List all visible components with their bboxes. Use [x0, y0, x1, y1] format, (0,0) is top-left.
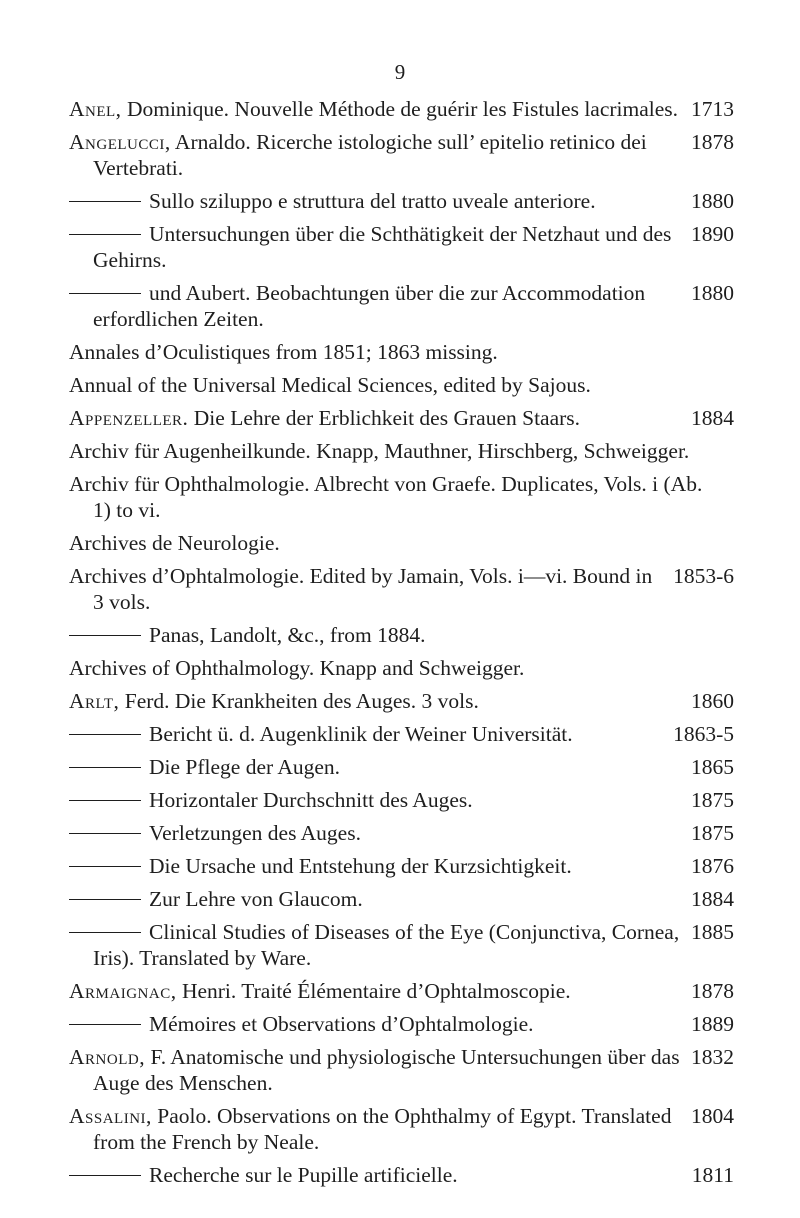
entry-text-block: [69, 530, 724, 556]
entry-title: Archiv für Augenheilkunde. Knapp, Mauthner, Hirschberg, Schweigger.: [69, 439, 690, 463]
ditto-dash: [69, 866, 141, 867]
entry-title: Paolo. Observations on the Ophthalmy of Egypt. Translated from the French by Neale.: [93, 1104, 672, 1154]
entry-text-block: [93, 886, 681, 912]
entry-title: Bericht ü. d. Augenklinik der Weiner Universität.: [149, 722, 573, 746]
bibliography-list: [69, 96, 734, 1195]
entry-text-block: [69, 372, 724, 398]
ditto-dash: [69, 734, 141, 735]
bibliography-entry: [69, 1103, 734, 1155]
entry-title: Zur Lehre von Glaucom.: [149, 887, 363, 911]
entry-title: und Aubert. Beobachtungen über die zur Accommodation erfordlichen Zeiten.: [93, 281, 646, 331]
entry-title: Dominique. Nouvelle Méthode de guérir les Fistules lacrimales.: [121, 97, 679, 121]
ditto-dash: [69, 293, 141, 294]
entry-author: Assalini,: [69, 1104, 152, 1128]
entry-title: Panas, Landolt, &c., from 1884.: [149, 623, 426, 647]
bibliography-entry: [69, 129, 734, 181]
entry-year: 1884: [691, 887, 734, 911]
bibliography-entry: [69, 886, 734, 912]
entry-author: Angelucci,: [69, 130, 171, 154]
entry-text-block: [93, 853, 681, 879]
bibliography-entry: [69, 563, 734, 615]
bibliography-entry: [69, 820, 734, 846]
entry-text-block: [93, 221, 681, 273]
entry-title: F. Anatomische und physiologische Untersuchungen über das Auge des Menschen.: [93, 1045, 680, 1095]
ditto-dash: [69, 800, 141, 801]
bibliography-entry: [69, 438, 734, 464]
entry-title: Archiv für Ophthalmologie. Albrecht von Graefe. Duplicates, Vols. i (Ab. 1) to vi.: [69, 472, 703, 522]
entry-title: Annales d’Oculistiques from 1851; 1863 missing.: [69, 340, 498, 364]
ditto-dash: [69, 899, 141, 900]
entry-text-block: [93, 919, 681, 971]
entry-text-block: [69, 978, 681, 1004]
entry-title: Henri. Traité Élémentaire d’Ophtalmoscopie.: [176, 979, 571, 1003]
ditto-dash: [69, 1024, 141, 1025]
entry-year: 1863-5: [673, 722, 734, 746]
entry-year: 1875: [691, 821, 734, 845]
entry-title: Horizontaler Durchschnitt des Auges.: [149, 788, 473, 812]
entry-text-block: [93, 754, 681, 780]
ditto-dash: [69, 234, 141, 235]
entry-author: Arnold,: [69, 1045, 146, 1069]
entry-title: Untersuchungen über die Schthätigkeit der Netzhaut und des Gehirns.: [93, 222, 672, 272]
bibliography-entry: [69, 622, 734, 648]
entry-year: 1811: [691, 1163, 734, 1187]
entry-title: Ferd. Die Krankheiten des Auges. 3 vols.: [119, 689, 479, 713]
bibliography-entry: [69, 471, 734, 523]
bibliography-entry: [69, 1011, 734, 1037]
entry-year: 1876: [691, 854, 734, 878]
entry-title: Archives of Ophthalmology. Knapp and Schweigger.: [69, 656, 525, 680]
bibliography-entry: [69, 754, 734, 780]
entry-text-block: [69, 688, 681, 714]
ditto-dash: [69, 932, 141, 933]
entry-text-block: [93, 622, 724, 648]
entry-text-block: [69, 339, 724, 365]
entry-text-block: [69, 563, 663, 615]
bibliography-entry: [69, 655, 734, 681]
bibliography-entry: [69, 1044, 734, 1096]
ditto-dash: [69, 201, 141, 202]
entry-text-block: [93, 820, 681, 846]
ditto-dash: [69, 833, 141, 834]
entry-year: 1885: [691, 920, 734, 944]
entry-title: Sullo sziluppo e struttura del tratto uveale anteriore.: [149, 189, 596, 213]
bibliography-entry: [69, 96, 734, 122]
bibliography-entry: [69, 339, 734, 365]
entry-title: Verletzungen des Auges.: [149, 821, 361, 845]
entry-author: Armaignac,: [69, 979, 177, 1003]
bibliography-entry: [69, 221, 734, 273]
bibliography-entry: [69, 530, 734, 556]
bibliography-entry: [69, 978, 734, 1004]
entry-title: Archives de Neurologie.: [69, 531, 280, 555]
page-number: 9: [394, 60, 406, 84]
ditto-dash: [69, 635, 141, 636]
entry-author: Appenzeller.: [69, 406, 189, 430]
entry-text-block: [69, 129, 681, 181]
bibliography-entry: [69, 688, 734, 714]
bibliography-entry: [69, 1162, 734, 1188]
entry-text-block: [69, 438, 724, 464]
bibliography-entry: [69, 372, 734, 398]
bibliography-entry: [69, 787, 734, 813]
ditto-dash: [69, 1175, 141, 1176]
entry-year: 1880: [691, 281, 734, 305]
entry-text-block: [93, 280, 681, 332]
entry-text-block: [69, 1044, 681, 1096]
entry-title: Clinical Studies of Diseases of the Eye (Conjunctiva, Cornea, Iris). Translated by Ware.: [93, 920, 680, 970]
entry-year: 1889: [691, 1012, 734, 1036]
bibliography-entry: [69, 280, 734, 332]
entry-year: 1875: [691, 788, 734, 812]
entry-text-block: [93, 787, 681, 813]
entry-title: Archives d’Ophtalmologie. Edited by Jamain, Vols. i—vi. Bound in 3 vols.: [69, 564, 653, 614]
entry-year: 1865: [691, 755, 734, 779]
entry-year: 1832: [691, 1045, 734, 1069]
entry-text-block: [93, 721, 663, 747]
entry-text-block: [93, 1011, 681, 1037]
ditto-dash: [69, 767, 141, 768]
entry-author: Anel,: [69, 97, 122, 121]
entry-year: 1860: [691, 689, 734, 713]
entry-year: 1804: [691, 1104, 734, 1128]
bibliography-entry: [69, 919, 734, 971]
entry-title: Annual of the Universal Medical Sciences, edited by Sajous.: [69, 373, 591, 397]
entry-text-block: [69, 471, 724, 523]
entry-text-block: [69, 1103, 681, 1155]
entry-year: 1713: [691, 97, 734, 121]
bibliography-entry: [69, 188, 734, 214]
entry-title: Arnaldo. Ricerche istologiche sull’ epitelio retinico dei Vertebrati.: [93, 130, 647, 180]
entry-year: 1853-6: [673, 564, 734, 588]
entry-year: 1878: [691, 979, 734, 1003]
entry-year: 1884: [691, 406, 734, 430]
entry-text-block: [69, 655, 724, 681]
entry-text-block: [93, 1162, 682, 1188]
bibliography-entry: [69, 721, 734, 747]
entry-title: Die Pflege der Augen.: [149, 755, 341, 779]
entry-text-block: [69, 96, 681, 122]
entry-title: Mémoires et Observations d’Ophtalmologie.: [149, 1012, 534, 1036]
entry-title: Die Lehre der Erblichkeit des Grauen Staars.: [188, 406, 581, 430]
entry-year: 1878: [691, 130, 734, 154]
bibliography-entry: [69, 405, 734, 431]
entry-year: 1890: [691, 222, 734, 246]
bibliography-entry: [69, 853, 734, 879]
entry-year: 1880: [691, 189, 734, 213]
entry-author: Arlt,: [69, 689, 120, 713]
entry-text-block: [69, 405, 681, 431]
entry-title: Recherche sur le Pupille artificielle.: [149, 1163, 458, 1187]
entry-title: Die Ursache und Entstehung der Kurzsichtigkeit.: [149, 854, 572, 878]
entry-text-block: [93, 188, 681, 214]
